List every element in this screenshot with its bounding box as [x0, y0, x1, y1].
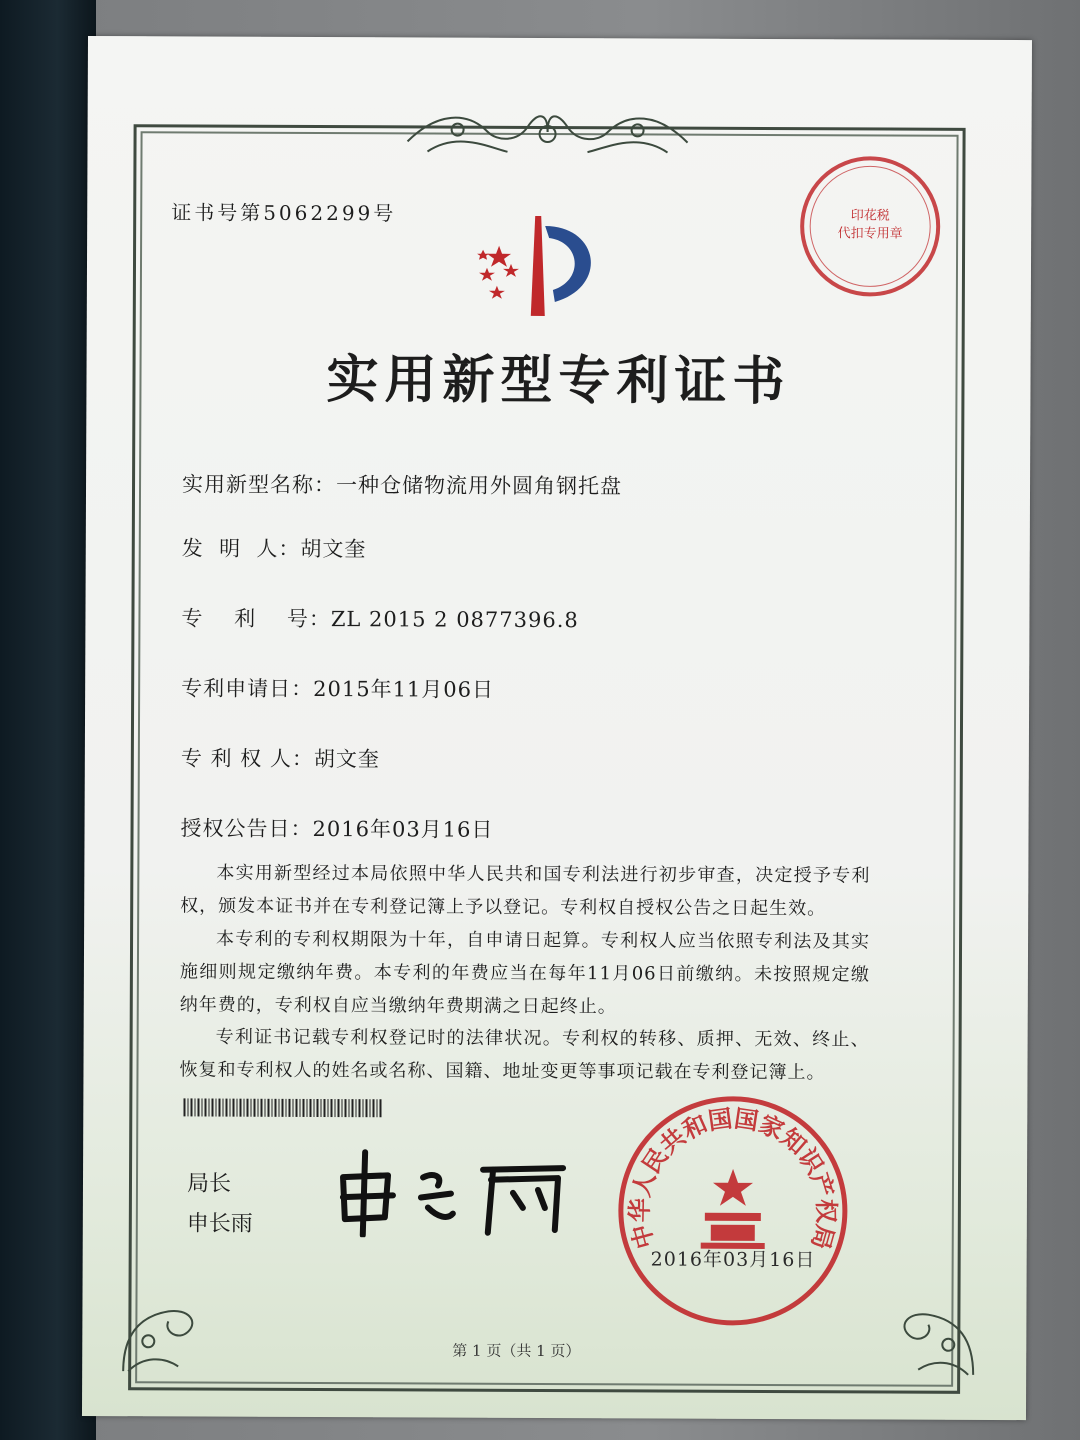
field-value: ZL 2015 2 0877396.8 [330, 607, 579, 633]
field-value: 一种仓储物流用外圆角钢托盘 [335, 473, 623, 499]
tax-stamp-seal-icon [795, 151, 946, 302]
field-label: 专利申请日： [181, 676, 314, 701]
field-value: 胡文奎 [313, 746, 380, 772]
binder-cover [0, 0, 96, 1440]
application-date-row [181, 672, 494, 703]
field-value: 2016年03月16日 [312, 816, 494, 842]
top-ornament-icon [397, 101, 697, 162]
body-paragraph: 本实用新型经过本局依照中华人民共和国专利法进行初步审查，决定授予专利权，颁发本证书并在专利登记簿上予以登记。专利权自授权公告之日起生效。 [180, 862, 871, 920]
director-name: 申长雨 [186, 1211, 253, 1237]
patent-number-row [181, 602, 578, 634]
field-label: 专 利 权 人： [180, 746, 314, 771]
seal-date: 2016年03月16日 [650, 1248, 816, 1272]
field-label: 专 利 号： [181, 606, 331, 632]
director-signature-icon [333, 1147, 573, 1238]
body-paragraph: 本专利的专利权期限为十年，自申请日起算。专利权人应当依照专利法及其实施细则规定缴纳年费。本专利的年费应当在每年11月06日前缴纳。未按照规定缴纳年费的，专利权自应当缴纳年费期满之日起终止。 [179, 928, 871, 1018]
director-title: 局长 [186, 1171, 232, 1197]
corner-ornament-icon [118, 1286, 208, 1376]
svg-text:印花税: 印花税 [850, 208, 890, 224]
body-paragraph: 专利证书记载专利权登记时的法律状况。专利权的转移、质押、无效、终止、恢复和专利权人的姓名或名称、国籍、地址变更等事项记载在专利登记簿上。 [179, 1026, 870, 1084]
certificate-number: 证书号第5062299号 [171, 200, 397, 226]
cnipa-official-seal-icon [612, 1090, 853, 1331]
svg-text:中华人民共和国国家知识产权局: 中华人民共和国国家知识产权局 [625, 1104, 841, 1253]
certificate-title: 实用新型专利证书 [326, 350, 791, 413]
field-label: 授权公告日： [180, 816, 313, 841]
field-value: 2015年11月06日 [313, 676, 495, 702]
inventor-row [182, 532, 367, 563]
grant-date-row [180, 812, 493, 843]
certificate-page [82, 36, 1032, 1420]
field-value: 胡文奎 [300, 536, 367, 562]
patentee-row [181, 742, 380, 773]
field-label: 实用新型名称： [181, 472, 337, 498]
patent-office-emblem-icon [469, 206, 630, 327]
page-footer: 第 1 页（共 1 页） [452, 1341, 581, 1361]
corner-ornament-icon [888, 1290, 978, 1380]
field-label: 发 明 人： [181, 536, 301, 561]
utility-model-name-row [182, 468, 622, 500]
barcode [183, 1098, 383, 1117]
svg-text:代扣专用章: 代扣专用章 [837, 226, 903, 242]
